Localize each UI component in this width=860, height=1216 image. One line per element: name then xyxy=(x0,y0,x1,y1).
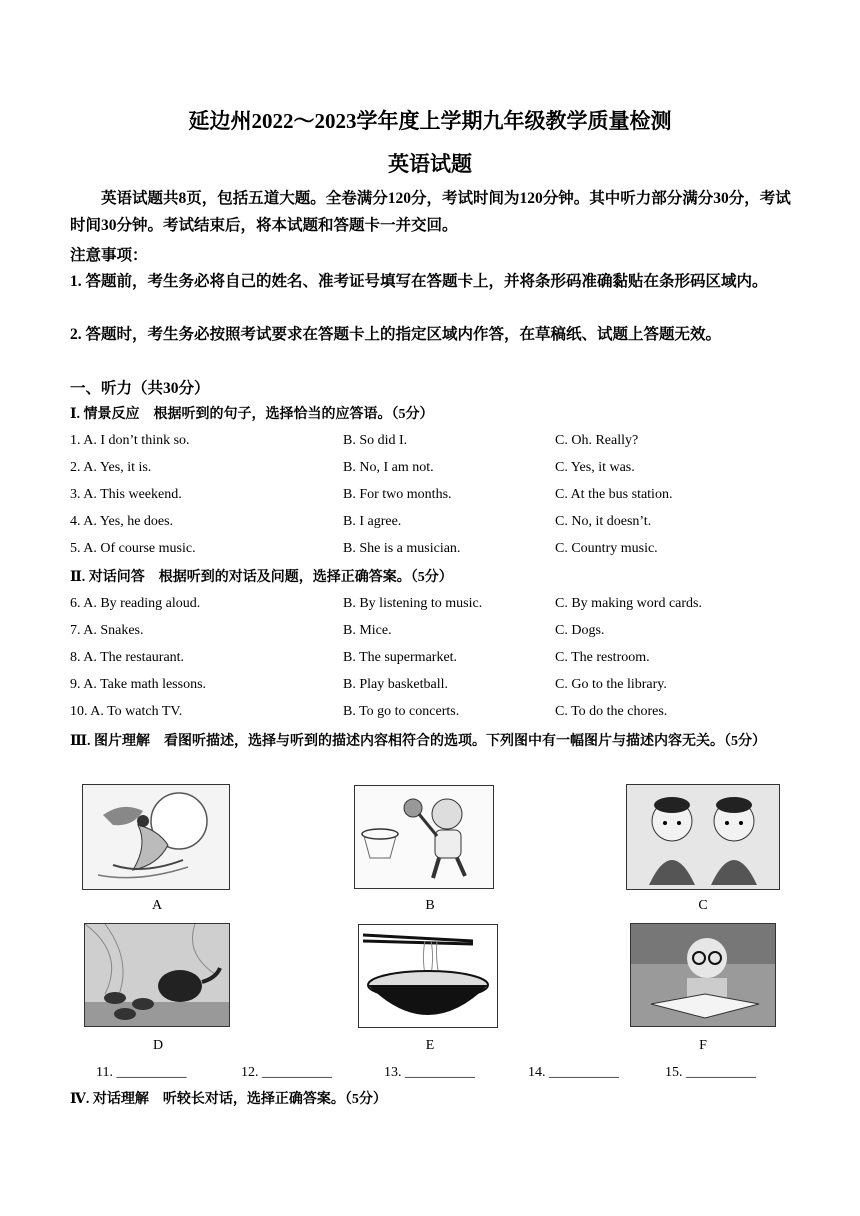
question-row xyxy=(70,704,800,726)
option-c: C. Go to the library. xyxy=(555,677,667,692)
exam-title: 延边州2022～2023学年度上学期九年级教学质量检测 xyxy=(188,109,672,133)
option-a: 8. A. The restaurant. xyxy=(70,650,185,665)
option-c: C. Oh. Really? xyxy=(555,433,639,448)
part-title: Ⅰ. 情景反应 根据听到的句子，选择恰当的应答语。（5分） xyxy=(70,407,434,422)
option-a: 3. A. This weekend. xyxy=(70,487,182,502)
picture-label: A xyxy=(151,898,163,913)
answer-blank[interactable]: 11. __________ xyxy=(96,1065,187,1080)
option-b: B. To go to concerts. xyxy=(343,704,460,719)
question-row xyxy=(70,487,800,509)
picture-f-image xyxy=(630,923,776,1027)
picture-label: D xyxy=(152,1038,164,1053)
question-row xyxy=(70,623,800,645)
option-a: 5. A. Of course music. xyxy=(70,541,196,556)
option-c: C. Yes, it was. xyxy=(555,460,635,475)
option-a: 6. A. By reading aloud. xyxy=(70,596,201,611)
answer-blank[interactable]: 13. __________ xyxy=(384,1065,475,1080)
answer-blank[interactable]: 14. __________ xyxy=(528,1065,619,1080)
part-title: Ⅲ. 图片理解 看图听描述，选择与听到的描述内容相符合的选项。下列图中有一幅图片与描述内容无关。（5分） xyxy=(70,734,767,749)
notice-heading: 注意事项： xyxy=(70,247,148,264)
option-b: B. She is a musician. xyxy=(343,541,461,556)
section-title: 一、听力（共30分） xyxy=(70,380,210,397)
option-c: C. By making word cards. xyxy=(555,596,702,611)
option-b: B. Mice. xyxy=(343,623,392,638)
option-c: C. Dogs. xyxy=(555,623,605,638)
option-b: B. Play basketball. xyxy=(343,677,448,692)
picture-c-image xyxy=(626,784,780,890)
option-a: 4. A. Yes, he does. xyxy=(70,514,174,529)
answer-blank[interactable]: 15. __________ xyxy=(665,1065,756,1080)
option-b: B. I agree. xyxy=(343,514,402,529)
option-a: 10. A. To watch TV. xyxy=(70,704,183,719)
option-a: 9. A. Take math lessons. xyxy=(70,677,207,692)
exam-subtitle: 英语试题 xyxy=(388,152,472,176)
option-c: C. Country music. xyxy=(555,541,658,556)
option-a: 7. A. Snakes. xyxy=(70,623,144,638)
option-c: C. The restroom. xyxy=(555,650,650,665)
notice-item: 1. 答题前，考生务必将自己的姓名、准考证号填写在答题卡上，并将条形码准确黏贴在条形码区域内。 xyxy=(70,273,768,290)
question-row xyxy=(70,514,800,536)
question-row xyxy=(70,460,800,482)
option-a: 1. A. I don’t think so. xyxy=(70,433,190,448)
picture-label: E xyxy=(425,1038,435,1053)
part-title: Ⅳ. 对话理解 听较长对话，选择正确答案。（5分） xyxy=(70,1092,387,1107)
option-c: C. At the bus station. xyxy=(555,487,673,502)
option-a: 2. A. Yes, it is. xyxy=(70,460,152,475)
question-row xyxy=(70,433,800,455)
question-row xyxy=(70,677,800,699)
notice-item: 2. 答题时，考生务必按照考试要求在答题卡上的指定区域内作答，在草稿纸、试题上答题无效。 xyxy=(70,326,722,343)
question-row xyxy=(70,541,800,563)
picture-label: C xyxy=(698,898,708,913)
option-b: B. The supermarket. xyxy=(343,650,458,665)
option-b: B. So did I. xyxy=(343,433,408,448)
option-b: B. No, I am not. xyxy=(343,460,434,475)
option-c: C. To do the chores. xyxy=(555,704,668,719)
question-row xyxy=(70,650,800,672)
question-row xyxy=(70,596,800,618)
option-c: C. No, it doesn’t. xyxy=(555,514,652,529)
picture-d-image xyxy=(84,923,230,1027)
picture-b-image xyxy=(354,785,494,889)
picture-a-image xyxy=(82,784,230,890)
picture-e-image xyxy=(358,924,498,1028)
answer-blank[interactable]: 12. __________ xyxy=(241,1065,332,1080)
option-b: B. By listening to music. xyxy=(343,596,483,611)
intro-paragraph: 英语试题共8页，包括五道大题。全卷满分120分，考试时间为120分钟。其中听力部分满分30分，考试时间30分钟。考试结束后，将本试题和答题卡一并交回。 xyxy=(70,190,791,234)
option-b: B. For two months. xyxy=(343,487,452,502)
picture-label: B xyxy=(425,898,435,913)
picture-label: F xyxy=(699,1038,707,1053)
part-title: Ⅱ. 对话问答 根据听到的对话及问题，选择正确答案。（5分） xyxy=(70,570,453,585)
